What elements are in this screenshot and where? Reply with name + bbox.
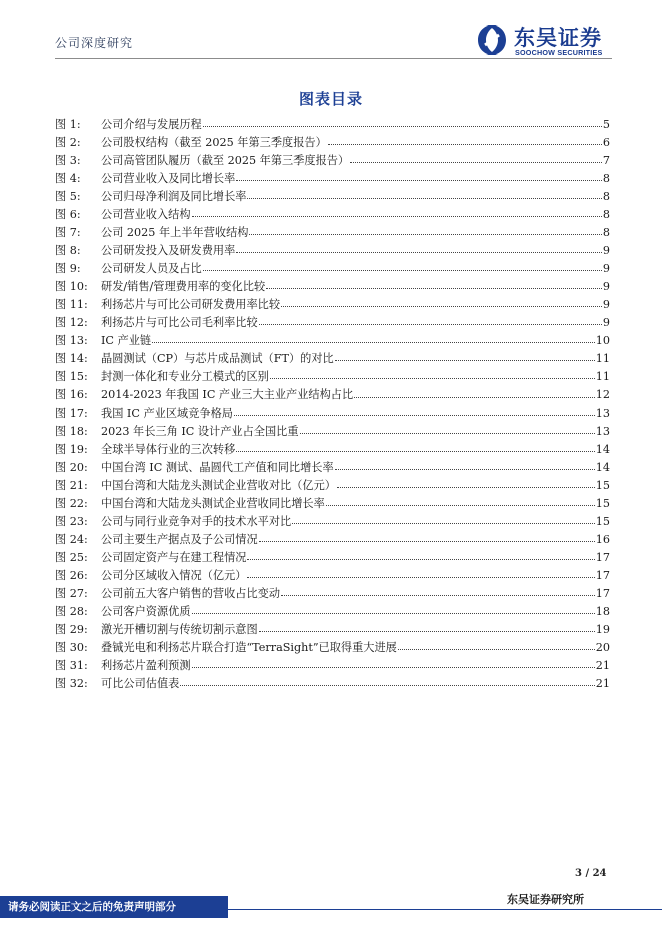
toc-entry[interactable] [55, 368, 610, 386]
toc-entry-title: 公司前五大客户销售的营收占比变动 [101, 586, 281, 600]
toc-entry-label: 图 29: [55, 622, 88, 636]
toc-entry-leader [152, 342, 595, 343]
toc-entry-label: 图 7: [55, 226, 81, 240]
toc-entry-title: 公司固定资产与在建工程情况 [101, 550, 247, 564]
toc-entry-label: 图 11: [55, 298, 88, 312]
toc-entry-leader [292, 523, 595, 524]
toc-entry-page: 15 [595, 496, 610, 510]
toc-entry-page: 8 [602, 190, 610, 204]
toc-entry-label: 图 14: [55, 352, 88, 366]
toc-entry-title: 2014-2023 年我国 IC 产业三大主业产业结构占比 [101, 388, 354, 402]
toc-entry-page: 21 [595, 676, 610, 690]
toc-entry-label: 图 18: [55, 424, 88, 438]
toc-entry[interactable] [55, 513, 610, 531]
toc-entry[interactable] [55, 549, 610, 567]
toc-entry-label: 图 23: [55, 514, 88, 528]
page-title: 图表目录 [298, 90, 363, 108]
footer-disclaimer-band [0, 896, 228, 918]
toc-entry-title: 利扬芯片盈利预测 [101, 658, 191, 672]
toc-entry-page: 13 [595, 424, 610, 438]
toc-entry[interactable] [55, 459, 610, 477]
toc-entry-leader [249, 234, 601, 235]
toc-entry[interactable] [55, 278, 610, 296]
toc-entry-page: 19 [595, 622, 610, 636]
toc-entry-title: 晶圆测试（CP）与芯片成品测试（FT）的对比 [101, 352, 334, 366]
toc-entry[interactable] [55, 350, 610, 368]
toc-entry-leader [354, 397, 595, 398]
toc-entry-page: 15 [595, 478, 610, 492]
toc-entry-title: 中国台湾 IC 测试、晶圆代工产值和同比增长率 [101, 460, 334, 474]
toc-entry-label: 图 21: [55, 478, 88, 492]
toc-entry-title: 公司与同行业竞争对手的技术水平对比 [101, 514, 292, 528]
toc-entry-label: 图 6: [55, 208, 81, 222]
toc-entry-title: 我国 IC 产业区域竞争格局 [101, 406, 233, 420]
footer-disclaimer: 请务必阅读正文之后的免责声明部分 [8, 901, 176, 913]
toc-entry-title: IC 产业链 [101, 334, 152, 348]
toc-entry-leader [398, 649, 595, 650]
toc-entry[interactable] [55, 116, 610, 134]
toc-entry-label: 图 24: [55, 532, 88, 546]
toc-entry-leader [337, 487, 595, 488]
toc-entry-page: 9 [602, 262, 610, 276]
toc-entry-label: 图 27: [55, 586, 88, 600]
toc-entry-page: 17 [595, 550, 610, 564]
toc-entry-title: 公司研发投入及研发费用率 [101, 244, 236, 258]
toc-entry-label: 图 26: [55, 568, 88, 582]
header-divider [55, 58, 612, 59]
toc-entry-title: 中国台湾和大陆龙头测试企业营收同比增长率 [101, 496, 325, 510]
toc-entry-leader [192, 667, 595, 668]
toc-entry-title: 公司股权结构（截至 2025 年第三季度报告） [101, 136, 327, 150]
toc-entry[interactable] [55, 224, 610, 242]
toc-entry-page: 11 [595, 352, 610, 366]
toc-entry-title: 全球半导体行业的三次转移 [101, 442, 236, 456]
toc-entry-page: 15 [595, 514, 610, 528]
toc-entry-leader [192, 613, 595, 614]
toc-entry-page: 7 [602, 154, 610, 168]
table-of-figures [55, 116, 610, 693]
toc-entry[interactable] [55, 531, 610, 549]
toc-entry-title: 叠铖光电和利扬芯片联合打造“TerraSight”已取得重大进展 [101, 640, 397, 654]
toc-entry-leader [350, 162, 602, 163]
toc-entry-title: 中国台湾和大陆龙头测试企业营收对比（亿元） [101, 478, 336, 492]
toc-entry-title: 公司主要生产据点及子公司情况 [101, 532, 258, 546]
toc-entry-label: 图 9: [55, 262, 81, 276]
toc-entry-title: 公司高管团队履历（截至 2025 年第三季度报告） [101, 154, 350, 168]
toc-entry-label: 图 5: [55, 190, 81, 204]
toc-entry-label: 图 20: [55, 460, 88, 474]
toc-entry-title: 公司介绍与发展历程 [101, 118, 202, 131]
toc-entry-label: 图 25: [55, 550, 88, 564]
toc-entry-leader [203, 270, 602, 271]
toc-entry-page: 14 [595, 442, 610, 456]
toc-entry[interactable] [55, 332, 610, 350]
toc-entry[interactable] [55, 567, 610, 585]
toc-entry-leader [326, 505, 595, 506]
toc-entry-title: 公司营业收入结构 [101, 208, 191, 222]
toc-entry-leader [247, 577, 594, 578]
toc-entry-label: 图 22: [55, 496, 88, 510]
toc-entry-page: 9 [602, 298, 610, 312]
toc-entry-leader [259, 541, 595, 542]
toc-entry[interactable] [55, 188, 610, 206]
toc-entry-page: 20 [595, 640, 610, 654]
toc-entry-page: 13 [595, 406, 610, 420]
toc-entry[interactable] [55, 441, 610, 459]
toc-entry-title: 封测一体化和专业分工模式的区别 [101, 370, 269, 384]
logo-chinese-name: 东吴证券 [514, 26, 602, 50]
toc-entry-leader [203, 126, 602, 127]
toc-entry-page: 9 [602, 280, 610, 294]
toc-entry-leader [300, 433, 595, 434]
toc-entry-label: 图 12: [55, 316, 88, 330]
toc-entry-label: 图 2: [55, 136, 81, 150]
toc-entry-label: 图 31: [55, 658, 88, 672]
toc-entry-title: 利扬芯片与可比公司毛利率比较 [101, 316, 258, 330]
toc-entry[interactable] [55, 296, 610, 314]
toc-entry-page: 9 [602, 244, 610, 258]
toc-entry-leader [247, 198, 601, 199]
toc-entry-leader [247, 559, 594, 560]
toc-entry-leader [270, 378, 595, 379]
toc-entry-leader [180, 685, 594, 686]
toc-entry-label: 图 19: [55, 442, 88, 456]
toc-entry-title: 可比公司估值表 [101, 676, 180, 690]
toc-entry[interactable] [55, 206, 610, 224]
toc-entry-page: 6 [602, 136, 610, 150]
toc-entry-page: 21 [595, 658, 610, 672]
toc-entry-leader [192, 216, 602, 217]
toc-entry-page: 8 [602, 172, 610, 186]
toc-entry-title: 公司客户资源优质 [101, 604, 191, 618]
toc-entry-label: 图 15: [55, 370, 88, 384]
toc-entry-title: 公司归母净利润及同比增长率 [101, 190, 247, 204]
footer-institute: 东吴证券研究所 [507, 893, 584, 906]
toc-entry-label: 图 3: [55, 154, 81, 168]
toc-entry-page: 17 [595, 586, 610, 600]
toc-entry-label: 图 30: [55, 640, 88, 654]
toc-entry-page: 16 [595, 532, 610, 546]
toc-entry-title: 公司 2025 年上半年营收结构 [101, 226, 249, 240]
toc-entry[interactable] [55, 260, 610, 278]
toc-entry-leader [281, 595, 595, 596]
toc-entry-label: 图 13: [55, 334, 88, 348]
toc-entry-label: 图 10: [55, 280, 88, 294]
toc-entry-leader [236, 180, 602, 181]
toc-entry-leader [281, 306, 602, 307]
toc-entry-label: 图 16: [55, 388, 88, 402]
toc-entry[interactable] [55, 134, 610, 152]
toc-entry-leader [236, 451, 594, 452]
page-number: 3 / 24 [575, 868, 607, 879]
toc-entry-title: 公司营业收入及同比增长率 [101, 172, 236, 186]
toc-entry-leader [259, 324, 602, 325]
toc-entry[interactable] [55, 170, 610, 188]
toc-entry-page: 17 [595, 568, 610, 582]
toc-entry-title: 研发/销售/管理费用率的变化比较 [101, 280, 266, 294]
toc-entry-title: 公司分区域收入情况（亿元） [101, 568, 247, 582]
toc-entry-leader [335, 360, 595, 361]
toc-entry[interactable] [55, 639, 610, 657]
toc-entry-page: 8 [602, 208, 610, 222]
toc-entry[interactable] [55, 423, 610, 441]
toc-entry[interactable] [55, 152, 610, 170]
toc-entry[interactable] [55, 675, 610, 693]
toc-entry-label: 图 28: [55, 604, 88, 618]
toc-entry-leader [236, 252, 602, 253]
toc-entry[interactable] [55, 242, 610, 260]
toc-entry[interactable] [55, 314, 610, 332]
toc-entry-leader [259, 631, 595, 632]
toc-entry-leader [234, 415, 595, 416]
toc-entry[interactable] [55, 657, 610, 675]
toc-entry-page: 12 [595, 388, 610, 402]
toc-entry[interactable] [55, 585, 610, 603]
brand-logo [474, 22, 614, 58]
toc-entry[interactable] [55, 405, 610, 423]
toc-entry-page: 8 [602, 226, 610, 240]
toc-entry-title: 激光开槽切割与传统切割示意图 [101, 622, 258, 636]
header-label: 公司深度研究 [55, 36, 134, 50]
toc-entry-page: 5 [602, 118, 610, 131]
logo-english-name: SOOCHOW SECURITIES [515, 48, 603, 57]
toc-entry-title: 2023 年长三角 IC 设计产业占全国比重 [101, 424, 299, 438]
toc-entry-page: 11 [595, 370, 610, 384]
toc-entry-title: 公司研发人员及占比 [101, 262, 202, 276]
toc-entry-page: 18 [595, 604, 610, 618]
toc-entry-label: 图 32: [55, 676, 88, 690]
toc-entry-page: 14 [595, 460, 610, 474]
toc-entry-label: 图 4: [55, 172, 81, 186]
toc-entry-page: 10 [595, 334, 610, 348]
toc-entry[interactable] [55, 477, 610, 495]
soochow-logo-icon [474, 23, 510, 57]
toc-entry-label: 图 17: [55, 406, 88, 420]
toc-entry[interactable] [55, 603, 610, 621]
toc-entry-label: 图 1: [55, 118, 81, 131]
toc-entry-page: 9 [602, 316, 610, 330]
toc-entry[interactable] [55, 621, 610, 639]
toc-entry-title: 利扬芯片与可比公司研发费用率比较 [101, 298, 281, 312]
toc-entry-leader [328, 144, 602, 145]
toc-entry-label: 图 8: [55, 244, 81, 258]
toc-entry-leader [335, 469, 595, 470]
toc-entry[interactable] [55, 495, 610, 513]
toc-entry[interactable] [55, 386, 610, 404]
toc-entry-leader [266, 288, 602, 289]
